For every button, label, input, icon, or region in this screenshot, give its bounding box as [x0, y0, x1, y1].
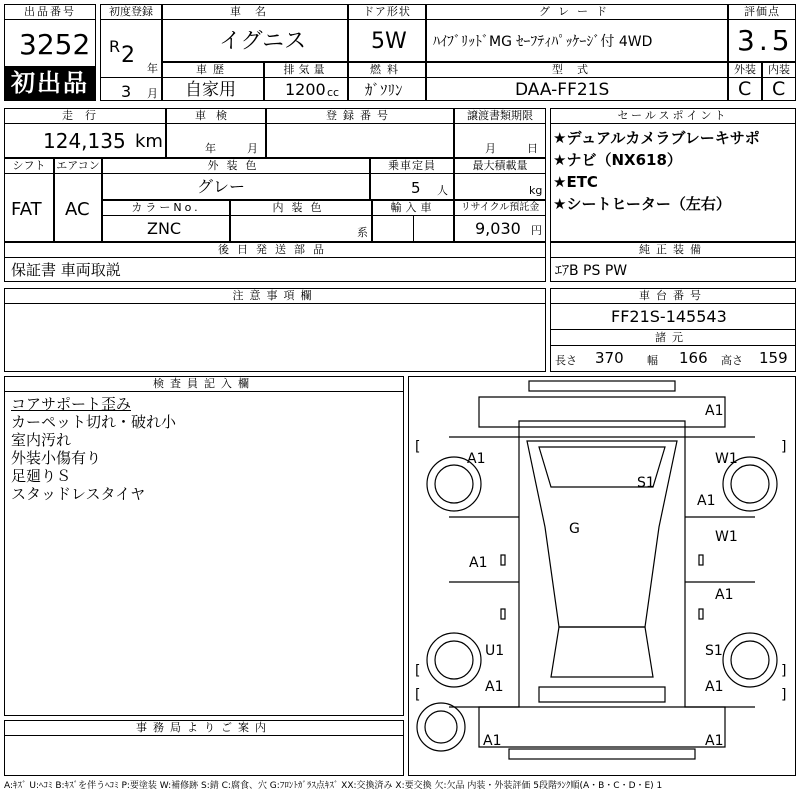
load-box — [454, 158, 546, 200]
fuel-box — [348, 62, 426, 101]
sales-point: ★ナビ（NX618） — [553, 151, 682, 169]
transfer-box — [454, 108, 546, 158]
first-reg-box — [100, 4, 162, 101]
mark-roof: S1 — [637, 475, 655, 491]
mark-glass: G — [569, 521, 580, 537]
door-type: 5W — [371, 29, 407, 54]
mark-right-front-door2: W1 — [715, 529, 738, 545]
office-box — [4, 720, 404, 776]
ext-grade: C — [738, 78, 752, 100]
mark-left-rear-wheel: U1 — [485, 643, 505, 659]
spec-header: 諸元 — [655, 331, 689, 344]
history: 自家用 — [185, 80, 236, 100]
legend: A:ｷｽﾞ U:ﾍｺﾐ B:ｷｽﾞを伴うﾍｺﾐ P:要塗装 W:補修跡 S:錆 C:腐食、穴 G:ﾌﾛﾝﾄｶﾞﾗｽ点ｷｽﾞ XX:交換済み X:要交換 欠:欠品 内装・外装評価 5段階ﾗﾝｸ順(A・B・C・D・E) 1 — [4, 781, 663, 791]
inspector-line: スタッドレスタイヤ — [11, 485, 146, 503]
sales-point: ★シートヒーター（左右） — [553, 195, 731, 213]
door-box — [348, 4, 426, 62]
car-diagram — [408, 376, 796, 776]
load-unit: kg — [529, 184, 543, 197]
reg-year-unit: 年 — [147, 62, 158, 75]
reg-year: 2 — [121, 43, 135, 68]
length-label: 長さ — [555, 354, 577, 367]
svg-text:]: ] — [781, 663, 787, 679]
chassis-header: 車台番号 — [551, 289, 795, 304]
int-grade: C — [772, 78, 786, 100]
colorno: ZNC — [147, 219, 182, 238]
inspector-line: カーペット切れ・破れ小 — [11, 413, 177, 431]
mark-rear-top-right: A1 — [705, 403, 724, 419]
height-label: 高さ — [721, 354, 743, 367]
height: 159 — [759, 349, 788, 367]
inspector-line: コアサポート歪み — [11, 395, 132, 413]
lot-number: 3252 — [19, 28, 91, 61]
inspector-box — [4, 376, 404, 716]
transfer-month-unit: 月 — [485, 142, 496, 155]
shift-box — [4, 158, 54, 242]
recycle-unit: 円 — [531, 224, 542, 237]
mark-front-right: A1 — [705, 733, 724, 749]
car-name: イグニス — [219, 29, 307, 54]
car-name-header: 車名 — [163, 5, 347, 20]
capacity-unit: 人 — [437, 184, 448, 197]
inspection-month-unit: 月 — [247, 142, 258, 155]
mark-right-front-wheel: W1 — [715, 451, 738, 467]
fuel: ｶﾞｿﾘﾝ — [365, 81, 403, 99]
grade-box — [426, 4, 728, 62]
mark-left-front-door: A1 — [467, 451, 486, 467]
car-name-box — [162, 4, 348, 62]
mileage-unit: km — [135, 131, 163, 152]
transfer-header: 譲渡書類期限 — [455, 109, 545, 124]
mileage-header: 走行 — [5, 109, 165, 124]
lot-header: 出品番号 — [5, 5, 95, 20]
sales-point: ★デュアルカメラブレーキサポ — [553, 129, 760, 147]
mark-front-left: A1 — [483, 733, 502, 749]
grade: ﾊｲﾌﾞﾘｯﾄﾞMG ｾｰﾌﾃｨﾊﾟｯｹｰｼﾞ付 4WD — [433, 34, 653, 50]
width: 166 — [679, 349, 708, 367]
colorno-header: カラーNo. — [103, 201, 229, 216]
mark-left-rear-quarter: A1 — [485, 679, 504, 695]
door-header: ドア形状 — [349, 5, 425, 20]
width-label: 幅 — [647, 354, 658, 367]
inspection-box — [166, 108, 266, 158]
aircon-header: エアコン — [56, 159, 100, 172]
recycle-box — [454, 200, 546, 242]
length: 370 — [595, 349, 624, 367]
mileage-box — [4, 108, 166, 158]
first-reg-header: 初度登録 — [101, 5, 161, 20]
mark-right-rear-door: A1 — [715, 587, 734, 603]
sales-point: ★ETC — [553, 173, 598, 191]
inspection-header: 車検 — [167, 109, 265, 124]
chassis-box — [550, 288, 796, 372]
svg-text:[: [ — [415, 439, 421, 455]
mark-left-rear-door: A1 — [469, 555, 488, 571]
capacity-header: 乗車定員 — [371, 159, 453, 174]
notes-box — [4, 288, 546, 372]
ext-grade-header: 外装 — [729, 63, 761, 78]
shift: FAT — [11, 199, 42, 220]
score-box — [728, 4, 796, 62]
shift-header: シフト — [5, 159, 53, 174]
lot-box — [4, 4, 96, 101]
recycle-header: リサイクル預託金 — [455, 201, 545, 216]
model-header: 型式 — [427, 63, 727, 78]
sales-header: セールスポイント — [551, 109, 795, 124]
first-listing-badge: 初出品 — [5, 66, 95, 100]
ext-grade-box — [728, 62, 762, 101]
mark-right-front-fender: A1 — [697, 493, 716, 509]
car-diagram-svg — [409, 377, 795, 775]
sales-box — [550, 108, 796, 242]
equipment-header: 純正装備 — [551, 243, 795, 258]
score-header: 評価点 — [729, 5, 795, 20]
displacement: 1200 — [285, 80, 326, 99]
inspector-line: 室内汚れ — [11, 431, 72, 449]
recycle: 9,030 — [475, 219, 521, 238]
model-box — [426, 62, 728, 101]
int-grade-box — [762, 62, 796, 101]
later-parts-header: 後日発送部品 — [5, 243, 545, 258]
load-header: 最大積載量 — [455, 159, 545, 174]
mark-right-rear-quarter: A1 — [705, 679, 724, 695]
color: グレー — [197, 177, 246, 196]
int-color-box — [230, 200, 372, 242]
plate-box — [266, 108, 454, 158]
history-header: 車歴 — [163, 63, 263, 78]
history-box — [162, 62, 264, 101]
int-color-unit: 系 — [357, 226, 368, 239]
score: 3.5 — [737, 24, 794, 57]
color-box — [102, 158, 370, 200]
grade-header: グレード — [427, 5, 727, 20]
colorno-box — [102, 200, 230, 242]
reg-month: 3 — [121, 82, 132, 101]
mark-right-rear-wheel: S1 — [705, 643, 723, 659]
model: DAA-FF21S — [515, 80, 610, 100]
svg-text:]: ] — [781, 687, 787, 703]
capacity: 5 — [411, 179, 421, 197]
import-header: 輸入車 — [373, 201, 453, 216]
office-header: 事務局よりご案内 — [5, 721, 403, 736]
svg-text:[: [ — [415, 687, 421, 703]
mileage: 124,135 — [43, 129, 126, 153]
displacement-header: 排気量 — [265, 63, 347, 78]
aircon: AC — [65, 199, 90, 220]
plate-header: 登録番号 — [267, 109, 453, 124]
import-box — [372, 200, 454, 242]
reg-month-unit: 月 — [147, 87, 158, 100]
svg-text:[: [ — [415, 663, 421, 679]
displacement-unit: cc — [327, 86, 340, 99]
later-parts: 保証書 車両取説 — [11, 261, 121, 279]
color-header: 外装色 — [103, 159, 369, 174]
inspection-year-unit: 年 — [205, 142, 216, 155]
equipment-box — [550, 242, 796, 282]
chassis-number: FF21S-145543 — [611, 307, 727, 326]
notes-header: 注意事項欄 — [5, 289, 545, 304]
capacity-box — [370, 158, 454, 200]
int-grade-header: 内装 — [763, 63, 795, 78]
inspector-line: 外装小傷有り — [11, 449, 102, 467]
reg-era: R — [109, 37, 121, 56]
displacement-box — [264, 62, 348, 101]
inspector-header: 検査員記入欄 — [5, 377, 403, 392]
equipment: ｴｱB PS PW — [555, 263, 628, 279]
svg-text:]: ] — [781, 439, 787, 455]
transfer-day-unit: 日 — [527, 142, 538, 155]
inspector-line: 足廻りＳ — [11, 467, 72, 485]
aircon-box — [54, 158, 102, 242]
int-color-header: 内装色 — [231, 201, 371, 216]
fuel-header: 燃料 — [349, 63, 425, 78]
later-parts-box — [4, 242, 546, 282]
